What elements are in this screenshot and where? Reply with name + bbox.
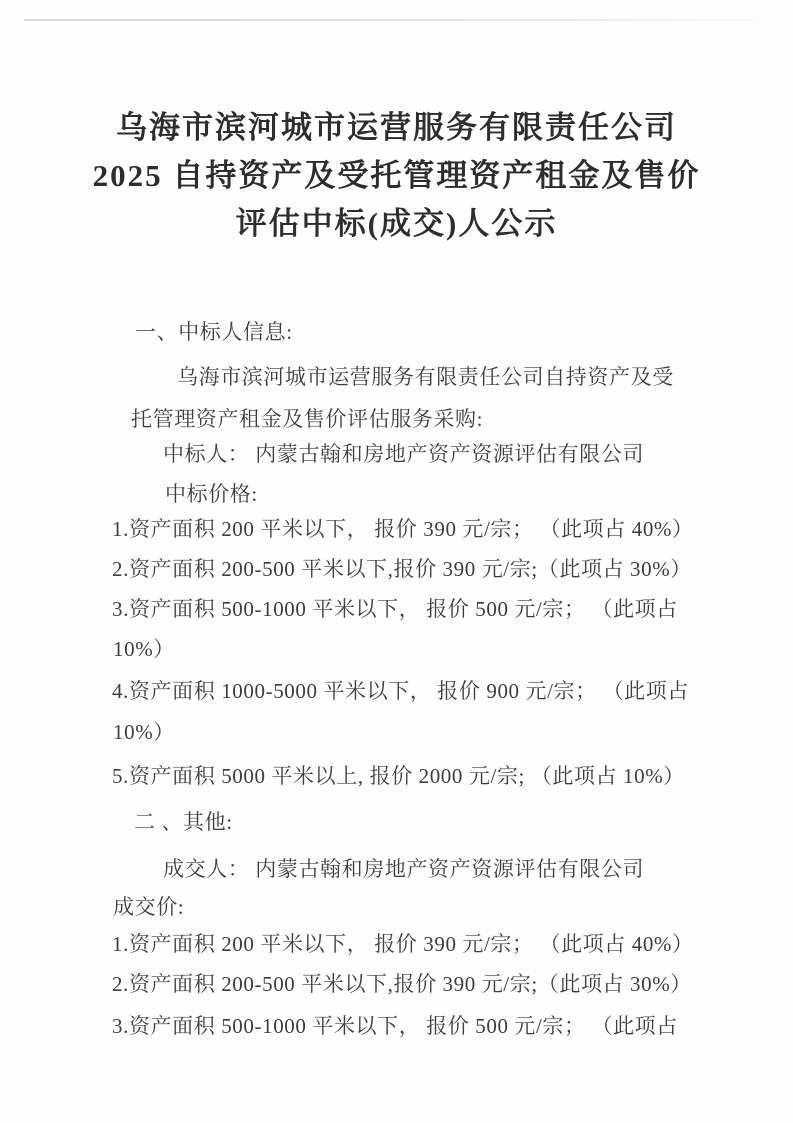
price-item-4-continuation: 10%） <box>113 720 175 744</box>
section-heading-2: 二 、其他: <box>134 810 233 834</box>
price-label-line: 中标价格: <box>165 482 258 506</box>
section-heading-1: 一、中标人信息: <box>135 320 293 344</box>
paragraph-line: 托管理资产租金及售价评估服务采购: <box>131 407 484 431</box>
title-line-1: 乌海市滨河城市运营服务有限责任公司 <box>116 110 677 145</box>
title-line-2: 2025 自持资产及受托管理资产租金及售价 <box>92 158 701 193</box>
price-item-1: 1.资产面积 200 平米以下， 报价 390 元/宗； （此项占 40%） <box>112 517 694 541</box>
deal-price-item-1: 1.资产面积 200 平米以下， 报价 390 元/宗； （此项占 40%） <box>112 932 694 956</box>
winner-line: 中标人： 内蒙古翰和房地产资产资源评估有限公司 <box>163 442 645 466</box>
paragraph-line: 乌海市滨河城市运营服务有限责任公司自持资产及受 <box>177 365 674 389</box>
deal-price-label-line: 成交价: <box>113 895 185 919</box>
price-item-4: 4.资产面积 1000-5000 平米以下， 报价 900 元/宗； （此项占 <box>112 679 689 703</box>
deal-party-line: 成交人： 内蒙古翰和房地产资产资源评估有限公司 <box>163 857 645 881</box>
title-line-3: 评估中标(成交)人公示 <box>235 206 558 241</box>
deal-price-item-3: 3.资产面积 500-1000 平米以下， 报价 500 元/宗； （此项占 <box>112 1014 678 1038</box>
price-item-2: 2.资产面积 200-500 平米以下,报价 390 元/宗;（此项占 30%） <box>112 557 692 581</box>
document-title <box>0 104 793 248</box>
price-item-3-continuation: 10%） <box>113 637 175 661</box>
scan-artifact-line <box>24 19 787 21</box>
price-item-3: 3.资产面积 500-1000 平米以下， 报价 500 元/宗； （此项占 <box>112 597 678 621</box>
deal-price-item-2: 2.资产面积 200-500 平米以下,报价 390 元/宗;（此项占 30%） <box>112 972 692 996</box>
price-item-5: 5.资产面积 5000 平米以上, 报价 2000 元/宗; （此项占 10%） <box>112 764 685 788</box>
